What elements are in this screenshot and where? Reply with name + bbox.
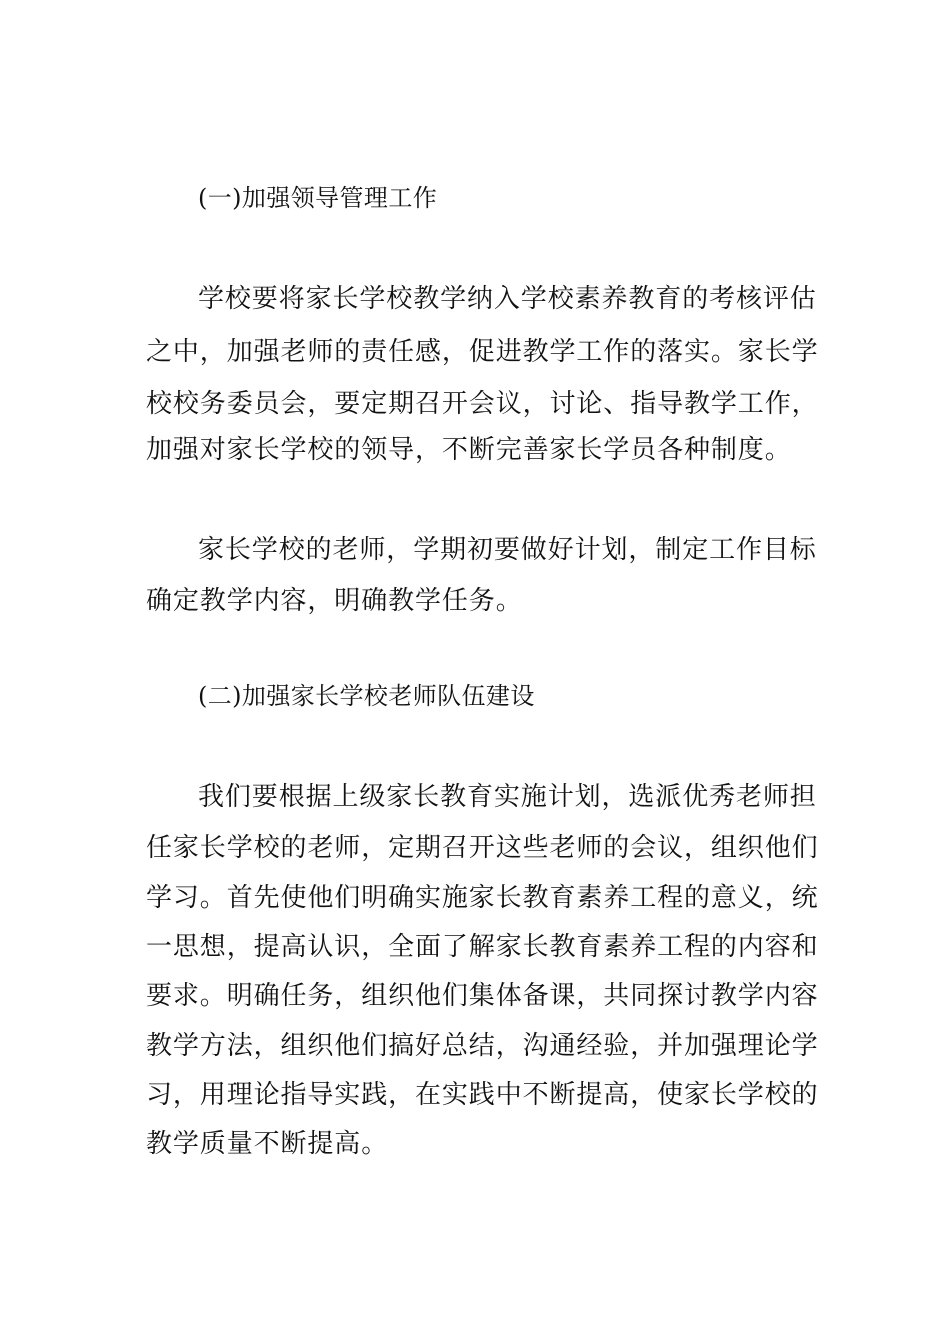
section-heading-2: (二)加强家长学校老师队伍建设 [198,682,535,710]
paragraph-line: 要求。明确任务，组织他们集体备课，共同探讨教学内容 [146,981,819,1011]
paragraph-line: 教学方法，组织他们搞好总结，沟通经验，并加强理论学 [146,1031,819,1061]
paragraph-line: 之中，加强老师的责任感，促进教学工作的落实。家长学 [146,337,819,367]
paragraph-line: 学校要将家长学校教学纳入学校素养教育的考核评估 [198,284,817,314]
section-heading-1: (一)加强领导管理工作 [198,184,438,212]
paragraph-line: 习，用理论指导实践，在实践中不断提高，使家长学校的 [146,1080,819,1110]
paragraph-line: 家长学校的老师，学期初要做好计划，制定工作目标 [198,535,817,565]
paragraph-line: 任家长学校的老师，定期召开这些老师的会议，组织他们 [146,833,819,863]
paragraph-line: 确定教学内容，明确教学任务。 [146,586,523,616]
paragraph-line: 我们要根据上级家长教育实施计划，选派优秀老师担 [198,782,817,812]
paragraph-line: 加强对家长学校的领导，不断完善家长学员各种制度。 [146,435,792,465]
paragraph-line: 学习。首先使他们明确实施家长教育素养工程的意义，统 [146,883,819,913]
paragraph-line: 一思想，提高认识，全面了解家长教育素养工程的内容和 [146,932,819,962]
paragraph-line: 教学质量不断提高。 [146,1129,389,1159]
paragraph-line: 校校务委员会，要定期召开会议，讨论、指导教学工作， [146,389,819,419]
